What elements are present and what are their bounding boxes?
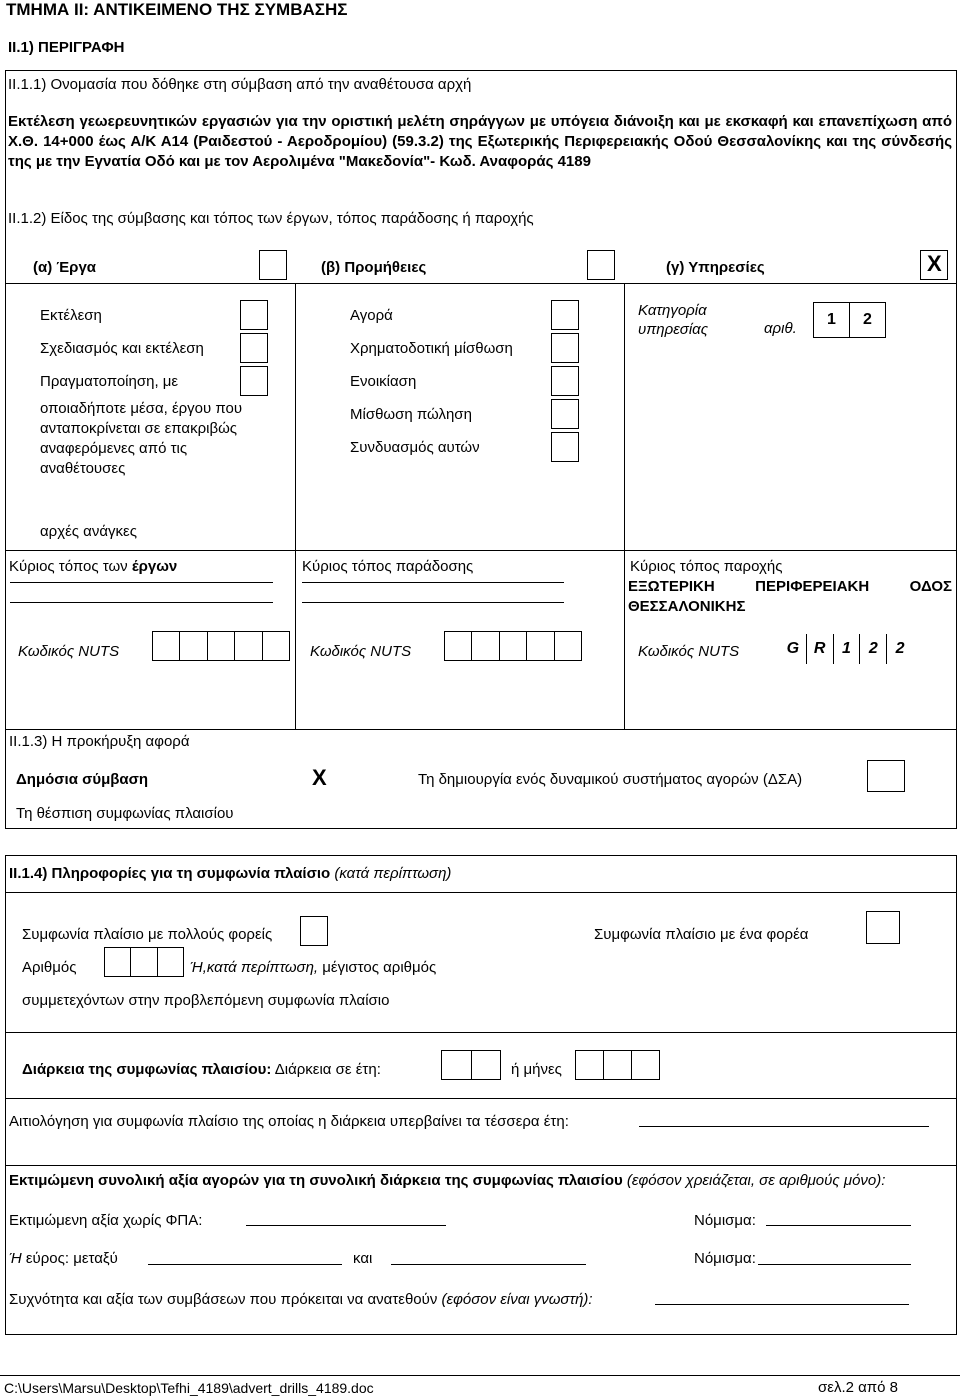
currency-line[interactable] [766, 1225, 911, 1226]
range-currency-line[interactable] [758, 1264, 911, 1265]
frequency-label: Συχνότητα και αξία των συμβάσεων που πρόκειται να ανατεθούν (εφόσον είναι γνωστή): [9, 1291, 593, 1308]
delivery-nuts-code[interactable] [444, 631, 582, 661]
footer-path: C:\Users\Marsu\Desktop\Tefhi_4189\advert_drills_4189.doc [4, 1380, 374, 1396]
works-item-design-execution: Σχεδιασμός και εκτέλεση [40, 340, 204, 357]
s114-label: ΙΙ.1.4) Πληροφορίες για τη συμφωνία πλαίσιο (κατά περίπτωση) [9, 865, 452, 882]
supplies-item-lease: Χρηματοδοτική μίσθωση [350, 340, 513, 357]
estimate-label: Εκτιμώμενη συνολική αξία αγορών για τη συνολική διάρκεια της συμφωνίας πλαισίου (εφόσον χρειάζεται, σε αριθμούς μόνο): [9, 1172, 886, 1189]
service-nuts-label: Κωδικός NUTS [638, 643, 740, 660]
works-execution-checkbox[interactable] [240, 300, 268, 330]
range-to-line[interactable] [391, 1264, 586, 1265]
public-contract-mark[interactable]: X [312, 765, 327, 790]
works-place-line-2[interactable] [10, 602, 273, 603]
s112-label: ΙΙ.1.2) Είδος της σύμβασης και τόπος των έργων, τόπος παράδοσης ή παροχής [8, 210, 534, 227]
delivery-place-label: Κύριος τόπος παράδοσης [302, 558, 474, 575]
delivery-place-line-2[interactable] [302, 602, 564, 603]
supplies-lease-checkbox[interactable] [551, 333, 579, 363]
duration-label: Διάρκεια της συμφωνίας πλαισίου: Διάρκεια σε έτη: [22, 1061, 381, 1078]
supplies-rental-checkbox[interactable] [551, 366, 579, 396]
works-item-realisation-detail: οποιαδήποτε μέσα, έργου που ανταποκρίνεται σε επακριβώς αναφερόμενες από τις αναθέτουσες [40, 400, 243, 477]
supplies-item-rental: Ενοικίαση [350, 373, 417, 390]
services-label: (γ) Υπηρεσίες [666, 259, 765, 276]
justification-line[interactable] [639, 1126, 929, 1127]
supplies-purchase-checkbox[interactable] [551, 300, 579, 330]
service-place-value: ΕΞΩΤΕΡΙΚΗ ΠΕΡΙΦΕΡΕΙΑΚΗ ΟΔΟΣ ΘΕΣΣΑΛΟΝΙΚΗΣ [628, 578, 952, 615]
supplies-label: (β) Προμήθειες [321, 259, 427, 276]
single-operator-checkbox[interactable] [866, 911, 900, 944]
value-no-vat-line[interactable] [246, 1225, 446, 1226]
supplies-combination-checkbox[interactable] [551, 432, 579, 462]
nuts-digit: R [807, 634, 834, 664]
range-currency-label: Νόμισμα: [694, 1250, 756, 1267]
delivery-nuts-label: Κωδικός NUTS [310, 643, 412, 660]
range-from-line[interactable] [148, 1264, 342, 1265]
currency-label: Νόμισμα: [694, 1212, 756, 1229]
works-checkbox[interactable] [259, 250, 287, 280]
supplies-item-purchase: Αγορά [350, 307, 393, 324]
s111-label: ΙΙ.1.1) Ονομασία που δόθηκε στη σύμβαση από την αναθέτουσα αρχή [8, 76, 472, 93]
number-field[interactable] [104, 947, 184, 977]
framework-label: Τη θέσπιση συμφωνίας πλαισίου [16, 805, 234, 822]
service-category-label: Κατηγορία υπηρεσίας [638, 302, 709, 338]
contract-title: Εκτέλεση γεωερευνητικών εργασιών για την οριστική μελέτη σηράγγων με υπόγεια διάνοιξη και με εκσκαφή και επανεπίχωση από Χ.Θ. 14+000 έως Α/Κ Α14 (Ραιδεστού - Αεροδρομίου) (59.3.2) της Εξωτερικής Περιφερειακής Οδού Θεσσαλονίκης και της σύνδεσής της με την Εγνατία Οδό και με τον Αερολιμένα "Μακεδονία"- Κωδ. Αναφοράς 4189 [8, 113, 952, 170]
months-label: ή μήνες [511, 1061, 562, 1078]
works-item-execution: Εκτέλεση [40, 307, 102, 324]
nuts-digit: G [780, 634, 807, 664]
works-nuts-code[interactable] [152, 631, 290, 661]
public-contract-label: Δημόσια σύμβαση [16, 771, 149, 788]
works-design-checkbox[interactable] [240, 333, 268, 363]
supplies-item-hire-purchase: Μίσθωση πώληση [350, 406, 472, 423]
supplies-hire-checkbox[interactable] [551, 399, 579, 429]
value-no-vat-label: Εκτιμώμενη αξία χωρίς ΦΠΑ: [9, 1212, 203, 1229]
s113-label: ΙΙ.1.3) Η προκήρυξη αφορά [9, 733, 190, 750]
duration-years-field[interactable] [441, 1050, 501, 1080]
works-realisation-checkbox[interactable] [240, 366, 268, 396]
works-item-needs: αρχές ανάγκες [40, 523, 137, 540]
service-category-num-label: αριθ. [764, 320, 797, 337]
duration-months-field[interactable] [575, 1050, 660, 1080]
services-mark: X [927, 251, 942, 276]
works-place-label: Κύριος τόπος των έργων [9, 558, 178, 575]
works-nuts-label: Κωδικός NUTS [18, 643, 120, 660]
number-label: Αριθμός [22, 959, 77, 976]
services-checkbox[interactable] [920, 250, 948, 280]
range-and-label: και [353, 1250, 373, 1267]
works-label: (α) Έργα [33, 259, 97, 276]
nuts-digit: 2 [860, 634, 887, 664]
frequency-line[interactable] [655, 1304, 909, 1305]
footer-rule [0, 1375, 960, 1376]
supplies-item-combination: Συνδυασμός αυτών [350, 439, 480, 456]
delivery-place-line-1[interactable] [302, 582, 564, 583]
multi-operators-checkbox[interactable] [300, 916, 328, 946]
footer-page: σελ.2 από 8 [818, 1379, 898, 1396]
range-label: Ή εύρος: μεταξύ [9, 1250, 118, 1267]
nuts-digit: 2 [895, 640, 905, 657]
justification-label: Αιτιολόγηση για συμφωνία πλαίσιο της οποίας η διάρκεια υπερβαίνει τα τέσσερα έτη: [9, 1113, 569, 1130]
works-item-realisation: Πραγματοποίηση, με [40, 373, 179, 390]
dps-checkbox[interactable] [867, 760, 905, 792]
service-place-label: Κύριος τόπος παροχής [630, 558, 783, 575]
single-operator-label: Συμφωνία πλαίσιο με ένα φορέα [594, 926, 809, 943]
category-digit: 2 [863, 311, 872, 328]
nuts-digit: 1 [834, 634, 861, 664]
section-title: ΤΜΗΜΑ ΙΙ: ΑΝΤΙΚΕΙΜΕΝΟ ΤΗΣ ΣΥΜΒΑΣΗΣ [6, 0, 348, 19]
dps-label: Τη δημιουργία ενός δυναμικού συστήματος αγορών (ΔΣΑ) [418, 771, 803, 788]
service-category-number[interactable] [813, 302, 886, 338]
sub-title: ΙΙ.1) ΠΕΡΙΓΡΑΦΗ [8, 39, 125, 56]
max-number-label: Ή,κατά περίπτωση, μέγιστος αριθμός [190, 959, 437, 976]
service-nuts-code[interactable] [780, 634, 913, 664]
works-place-line-1[interactable] [10, 582, 273, 583]
participants-label: συμμετεχόντων στην προβλεπόμενη συμφωνία πλαίσιο [22, 992, 390, 1009]
category-digit: 1 [814, 303, 850, 337]
multi-operators-label: Συμφωνία πλαίσιο με πολλούς φορείς [22, 926, 273, 943]
supplies-checkbox[interactable] [587, 250, 615, 280]
